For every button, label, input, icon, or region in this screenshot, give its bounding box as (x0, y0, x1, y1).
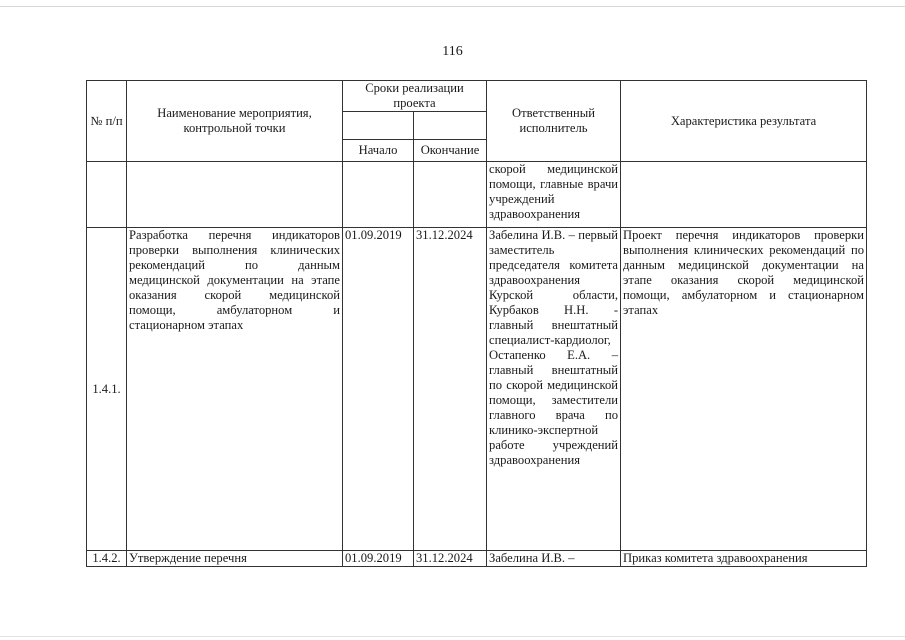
row-num: 1.4.2. (87, 551, 127, 567)
row-result (621, 162, 867, 228)
row-start (343, 162, 414, 228)
header-responsible: Ответственный исполнитель (487, 81, 621, 162)
top-border-line (0, 6, 905, 7)
row-end: 31.12.2024 (414, 228, 487, 551)
bottom-border-line (0, 636, 905, 637)
header-terms: Сроки реализации проекта (343, 81, 487, 112)
row-result: Проект перечня индикаторов проверки выполнения клинических рекомендаций по данным медицинской документации на этапе оказания скорой медицинской помощи, амбулаторном и стационарном этапах (621, 228, 867, 551)
row-name: Разработка перечня индикаторов проверки выполнения клинических рекомендаций по данным медицинской документации на этапе оказания скорой медицинской помощи, амбулаторном и стационарном этапах (127, 228, 343, 551)
header-start: Начало (343, 140, 414, 162)
header-end: Окончание (414, 140, 487, 162)
header-terms-spacer-end (414, 112, 487, 140)
row-start: 01.09.2019 (343, 228, 414, 551)
table-row (87, 162, 867, 228)
row-num: 1.4.1. (87, 228, 127, 551)
events-table (86, 80, 867, 567)
row-end (414, 162, 487, 228)
row-end: 31.12.2024 (414, 551, 487, 567)
header-num: № п/п (87, 81, 127, 162)
row-name: Утверждение перечня (127, 551, 343, 567)
header-result: Характеристика результата (621, 81, 867, 162)
row-responsible: Забелина И.В. – первый заместитель председателя комитета здравоохранения Курской области, Курбаков Н.Н. - главный внештатный специалист-кардиолог, Остапенко Е.А. – главный внештатный по скорой медицинской помощи, заместители главного врача по клинико-экспертной работе учреждений здравоохранения (487, 228, 621, 551)
header-terms-spacer-start (343, 112, 414, 140)
table-row (87, 228, 867, 551)
row-name (127, 162, 343, 228)
table-row (87, 551, 867, 567)
row-result: Приказ комитета здравоохранения (621, 551, 867, 567)
row-responsible: скорой медицинской помощи, главные врачи учреждений здравоохранения (487, 162, 621, 228)
row-responsible: Забелина И.В. – (487, 551, 621, 567)
header-name: Наименование мероприятия, контрольной точки (127, 81, 343, 162)
page-number: 116 (442, 44, 463, 59)
row-start: 01.09.2019 (343, 551, 414, 567)
row-num (87, 162, 127, 228)
